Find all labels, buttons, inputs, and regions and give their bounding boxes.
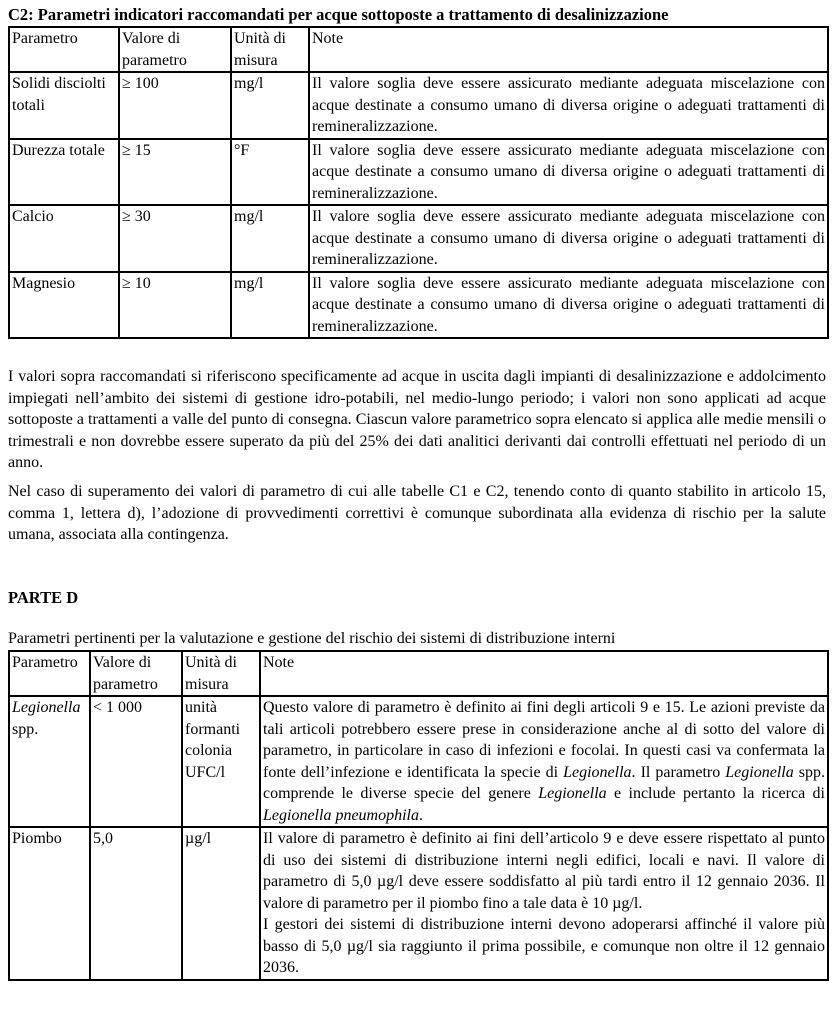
parte-d-heading: PARTE D [8, 588, 79, 607]
cell-note [260, 696, 828, 827]
cell-unita: °F [231, 139, 309, 206]
table-row [9, 72, 828, 139]
cell-note: Il valore soglia deve essere assicurato mediante adeguata miscelazione con acque destinate a consumo umano di diversa origine o adeguati trattamenti di remineralizzazione. [309, 272, 828, 339]
cell-note: Il valore soglia deve essere assicurato mediante adeguata miscelazione con acque destinate a consumo umano di diversa origine o adeguati trattamenti di remineralizzazione. [309, 72, 828, 139]
table-d-title: Parametri pertinenti per la valutazione e gestione del rischio dei sistemi di distribuzione interni [8, 630, 616, 647]
header-valore: Valore di parametro [90, 651, 182, 696]
note-italic: Legionella [538, 785, 607, 802]
cell-valore: ≥ 15 [119, 139, 231, 206]
table-header-row [9, 27, 828, 72]
note-paragraph: I gestori dei sistemi di distribuzione interni devono adoperarsi affinché il valore più basso di 5,0 µg/l sia raggiunto il prima possibile, e comunque non oltre il 12 gennaio 2036. [263, 916, 825, 976]
note-text: spp. comprende le diverse specie del genere [263, 763, 825, 802]
table-row-legionella [9, 696, 828, 827]
header-valore: Valore di parametro [119, 27, 231, 72]
cell-note [260, 827, 828, 980]
table-header-row [9, 651, 828, 696]
note-text: . Il parametro [631, 763, 726, 781]
paragraph-valori-raccomandati: I valori sopra raccomandati si riferiscono specificamente ad acque in uscita dagli impianti di desalinizzazione e addolcimento impiegati nell’ambito dei sistemi di gestione idro-potabili, nel medio-lungo periodo; i valori non sono applicati ad acque sottoposte a trattamenti a valle del punto di consegna. Ciascun valore parametrico sopra elencato si applica alle medie mensili o trimestrali e non dovrebbe essere superato da più del 25% dei dati analitici derivanti dai controlli effettuati nel periodo di un anno. [8, 368, 826, 471]
table-row [9, 139, 828, 206]
cell-parametro: Piombo [9, 827, 90, 980]
note-text: e include pertanto la ricerca di [606, 785, 825, 802]
header-unita: Unità di misura [231, 27, 309, 72]
note-italic: Legionella [563, 763, 632, 781]
cell-parametro: Durezza totale [9, 139, 119, 206]
cell-note: Il valore soglia deve essere assicurato mediante adeguata miscelazione con acque destinate a consumo umano di diversa origine o adeguati trattamenti di remineralizzazione. [309, 139, 828, 206]
header-note: Note [260, 651, 828, 696]
cell-parametro [9, 696, 90, 827]
paragraph-superamento: Nel caso di superamento dei valori di parametro di cui alle tabelle C1 e C2, tenendo conto di quanto stabilito in articolo 15, comma 1, lettera d), l’adozione di provvedimenti correttivi è comunque subordinata alla evidenza di rischio per la salute umana, associata alla contingenza. [8, 483, 826, 543]
header-note: Note [309, 27, 828, 72]
table-row [9, 205, 828, 272]
note-italic: Legionella pneumophila [263, 806, 419, 824]
note-paragraph: Il valore di parametro è definito ai fini dell’articolo 9 e deve essere rispettato al punto di uso dei sistemi di distribuzione interni negli edifici, locali e navi. Il valore di parametro di 5,0 µg/l deve essere soddisfatto al più tardi entro il 12 gennaio 2036. Il valore di parametro per il piombo fino a tale data è 10 µg/l. [263, 830, 825, 912]
cell-valore: < 1 000 [90, 696, 182, 827]
note-text: Questo valore di parametro è definito ai fini degli articoli 9 e 15. Le azioni previste da tali articoli potrebbero essere prese in considerazione anche al di sotto del valore di parametro, in particolare in caso di infezioni e focolai. In questi casi va confermata la fonte dell’infezione e identificata la specie di [263, 699, 825, 781]
cell-unita: µg/l [182, 827, 260, 980]
header-parametro: Parametro [9, 27, 119, 72]
cell-parametro: Solidi disciolti totali [9, 72, 119, 139]
parametro-italic: Legionella [12, 699, 81, 716]
cell-valore: ≥ 10 [119, 272, 231, 339]
cell-parametro: Magnesio [9, 272, 119, 339]
cell-unita: unità formanti colonia UFC/l [182, 696, 260, 827]
parametro-suffix: spp. [12, 720, 39, 738]
table-c2-title: C2: Parametri indicatori raccomandati per acque sottoposte a trattamento di desalinizzazione [8, 5, 669, 24]
header-parametro: Parametro [9, 651, 90, 696]
cell-note: Il valore soglia deve essere assicurato mediante adeguata miscelazione con acque destinate a consumo umano di diversa origine o adeguati trattamenti di remineralizzazione. [309, 205, 828, 272]
note-italic: Legionella [725, 763, 794, 781]
table-row [9, 272, 828, 339]
cell-unita: mg/l [231, 205, 309, 272]
cell-valore: ≥ 30 [119, 205, 231, 272]
table-c2 [8, 26, 829, 339]
table-parte-d [8, 650, 829, 981]
cell-unita: mg/l [231, 72, 309, 139]
cell-parametro: Calcio [9, 205, 119, 272]
cell-valore: ≥ 100 [119, 72, 231, 139]
table-row-piombo [9, 827, 828, 980]
cell-valore: 5,0 [90, 827, 182, 980]
note-text: . [418, 806, 423, 824]
cell-unita: mg/l [231, 272, 309, 339]
header-unita: Unità di misura [182, 651, 260, 696]
